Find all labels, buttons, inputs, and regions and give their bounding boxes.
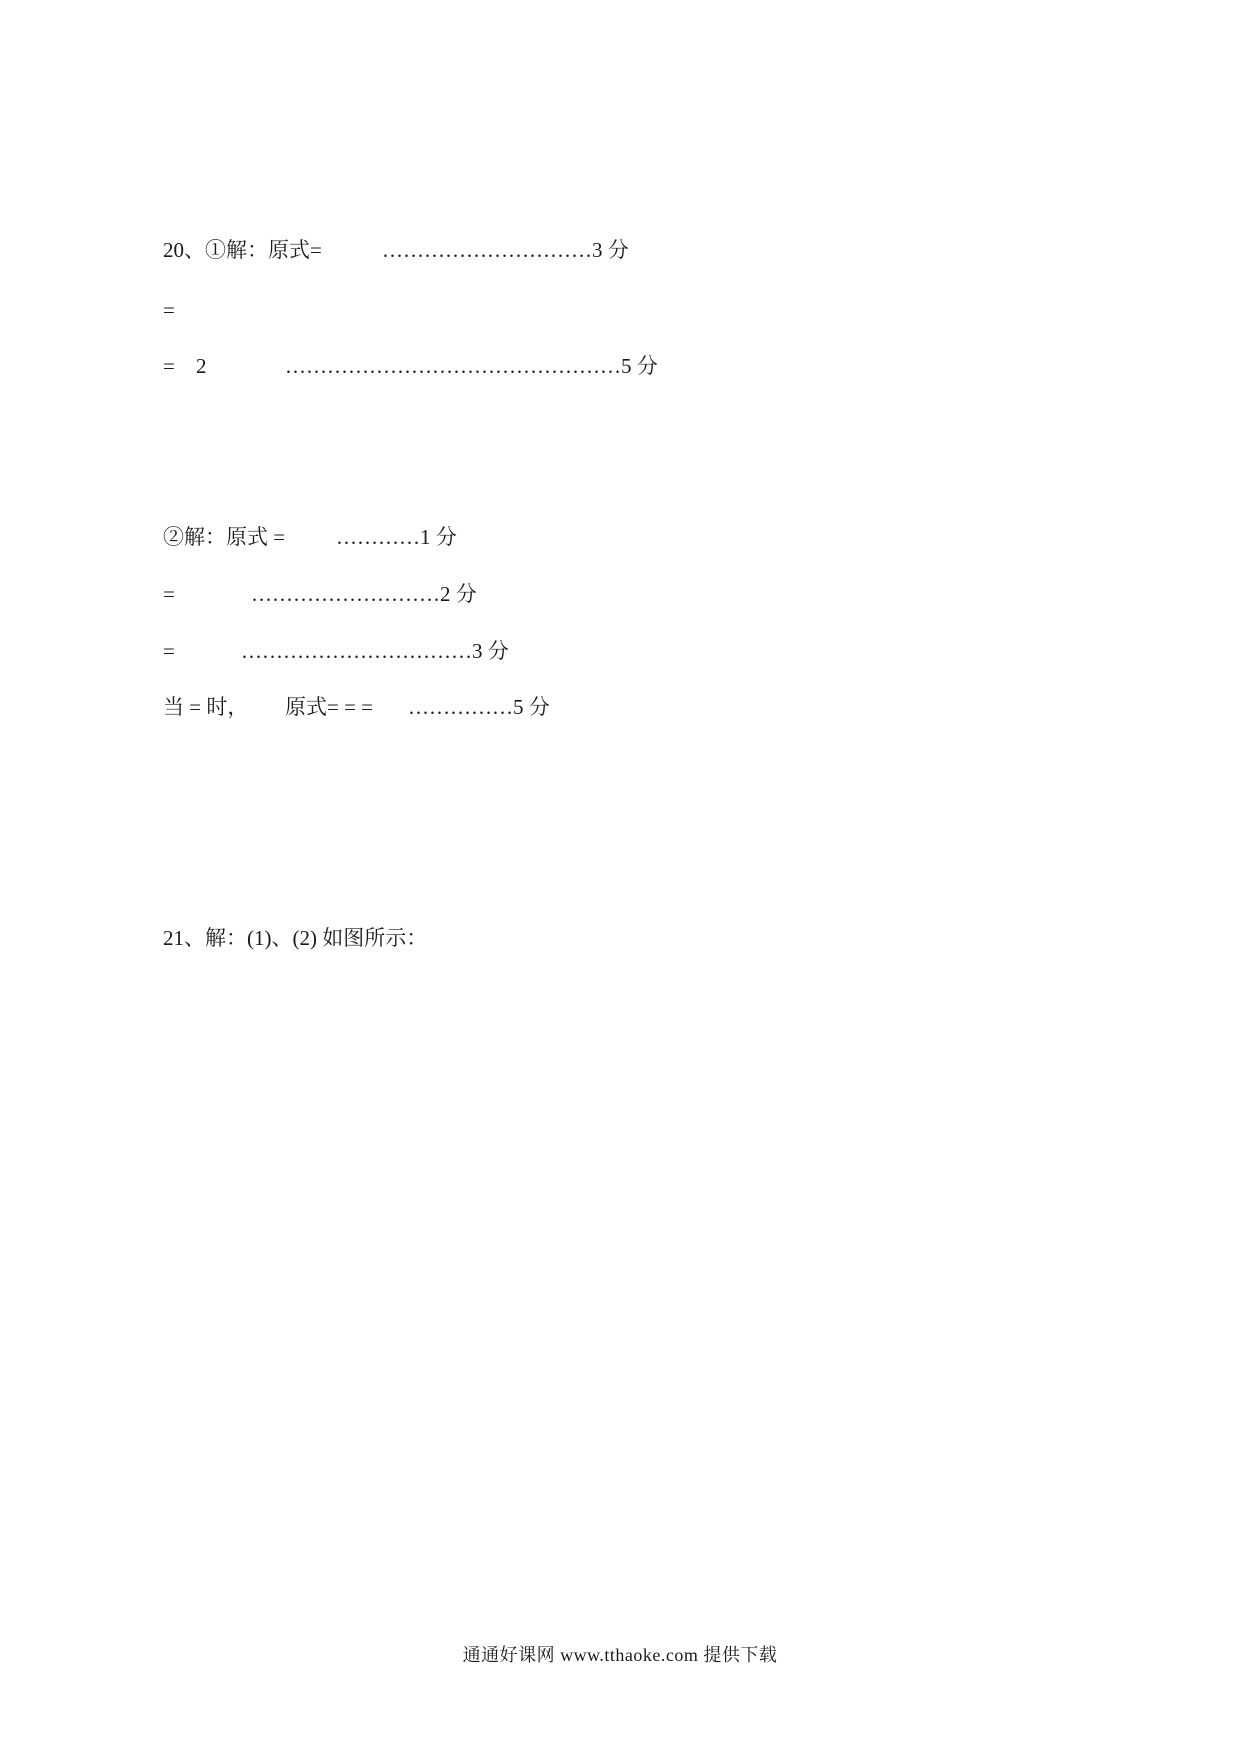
q20-part2-line4 bbox=[0, 695, 550, 791]
q20-part1-line1-prefix: 20、①解：原式= bbox=[163, 238, 322, 262]
q20-part2-line1-score: …………1 分 bbox=[336, 525, 457, 549]
q20-part2-line2-score: ………………………2 分 bbox=[251, 582, 477, 606]
q20-part2-line2-prefix: = bbox=[163, 582, 175, 606]
q20-part2-line3-prefix: = bbox=[163, 639, 175, 663]
q21-line1 bbox=[0, 926, 428, 974]
q20-part1-line3-value: 2 bbox=[196, 354, 207, 378]
q20-part2-line4-score: ……………5 分 bbox=[408, 695, 550, 719]
q20-part2-line4-result: 原式= = = bbox=[285, 695, 374, 719]
q20-part1-line2 bbox=[0, 298, 175, 346]
q20-part1-line1-score: …………………………3 分 bbox=[382, 238, 629, 262]
q20-part2-line4-prefix: 当 = 时， bbox=[163, 695, 249, 719]
q20-part2-line3-score: ……………………………3 分 bbox=[241, 639, 509, 663]
q20-part1-line3-prefix: = bbox=[163, 354, 175, 378]
q20-part1-line2-prefix: = bbox=[163, 298, 175, 322]
q21-line1-text: 21、解：(1)、(2) 如图所示： bbox=[163, 926, 428, 950]
q20-part1-line3-score: …………………………………………5 分 bbox=[285, 354, 658, 378]
page-footer: 通通好课网 www.tthaoke.com 提供下载 bbox=[462, 1645, 778, 1665]
q20-part2-line1-prefix: ②解：原式 = bbox=[163, 525, 286, 549]
q20-part1-line3 bbox=[0, 354, 658, 450]
